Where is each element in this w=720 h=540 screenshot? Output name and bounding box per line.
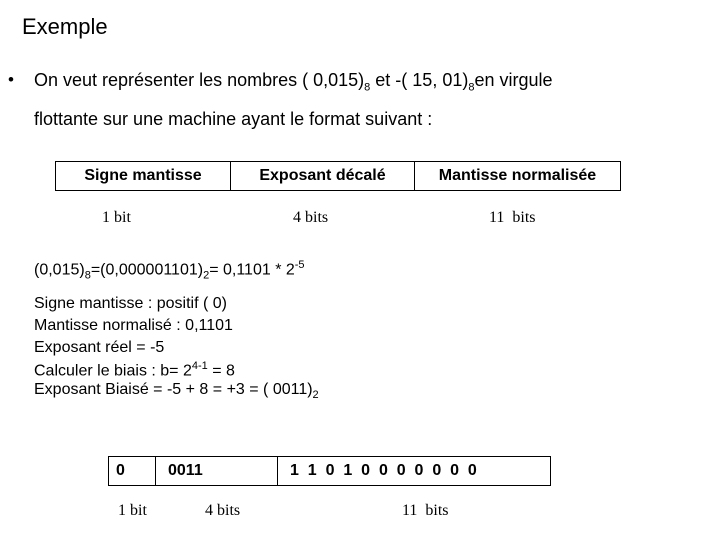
result-size-mantissa: 11 bits — [402, 502, 449, 519]
format-header-mantissa — [415, 162, 620, 190]
format-size-sign: 1 bit — [102, 209, 131, 226]
result-cell-mantissa-value: 1 1 0 1 0 0 0 0 0 0 0 — [290, 462, 477, 479]
intro-line-2: flottante sur une machine ayant le format suivant : — [34, 109, 433, 129]
bullet-icon: • — [8, 70, 14, 89]
conversion-part-3: = 0,1101 * 2 — [209, 261, 295, 279]
detail-biased-a: Exposant Biaisé = -5 + 8 = +3 = ( 0011) — [34, 381, 313, 398]
format-size-mantissa: 11 bits — [489, 209, 536, 226]
detail-biased-exponent — [34, 381, 319, 401]
slide-title: Exemple — [22, 14, 108, 39]
intro-part-b: et -( 15, 01) — [370, 70, 469, 90]
conversion-exponent: -5 — [294, 259, 305, 271]
format-header-mantissa-label: Mantisse normalisée — [438, 167, 597, 184]
intro-part-a: On veut représenter les nombres ( 0,015) — [34, 70, 365, 90]
result-cell-sign-value: 0 — [116, 462, 125, 479]
format-size-exponent: 4 bits — [293, 209, 329, 226]
intro-base-1: 8 — [364, 81, 371, 94]
format-header-sign — [56, 162, 231, 190]
conversion-part-1: (0,015) — [34, 261, 85, 279]
result-cell-sign — [109, 457, 156, 485]
detail-biased-base: 2 — [312, 389, 319, 402]
detail-sign: Signe mantisse : positif ( 0) — [34, 295, 227, 312]
format-header-exponent-label: Exposant décalé — [259, 167, 386, 184]
result-size-sign: 1 bit — [118, 502, 147, 519]
result-cell-mantissa — [278, 457, 550, 485]
detail-bias-b: = 8 — [207, 362, 235, 380]
result-size-exponent: 4 bits — [205, 502, 241, 519]
format-header-sign-label: Signe mantisse — [84, 167, 202, 184]
format-table — [55, 161, 621, 191]
conversion-base-8: 8 — [84, 269, 91, 282]
detail-bias-a: Calculer le biais : b= 2 — [34, 362, 192, 380]
format-header-exponent — [231, 162, 415, 190]
intro-base-2: 8 — [468, 81, 475, 94]
result-cell-exponent-value: 0011 — [168, 462, 203, 479]
detail-mantissa: Mantisse normalisé : 0,1101 — [34, 317, 233, 334]
conversion-line — [34, 259, 305, 282]
detail-bias — [34, 360, 235, 380]
conversion-base-2: 2 — [203, 269, 210, 282]
intro-part-c: en virgule — [474, 70, 553, 90]
detail-real-exponent: Exposant réel = -5 — [34, 339, 165, 356]
result-cell-exponent — [156, 457, 278, 485]
intro-line-1 — [34, 70, 553, 94]
detail-bias-exponent: 4-1 — [191, 360, 208, 372]
conversion-part-2: =(0,000001101) — [90, 261, 204, 279]
result-table — [108, 456, 551, 486]
